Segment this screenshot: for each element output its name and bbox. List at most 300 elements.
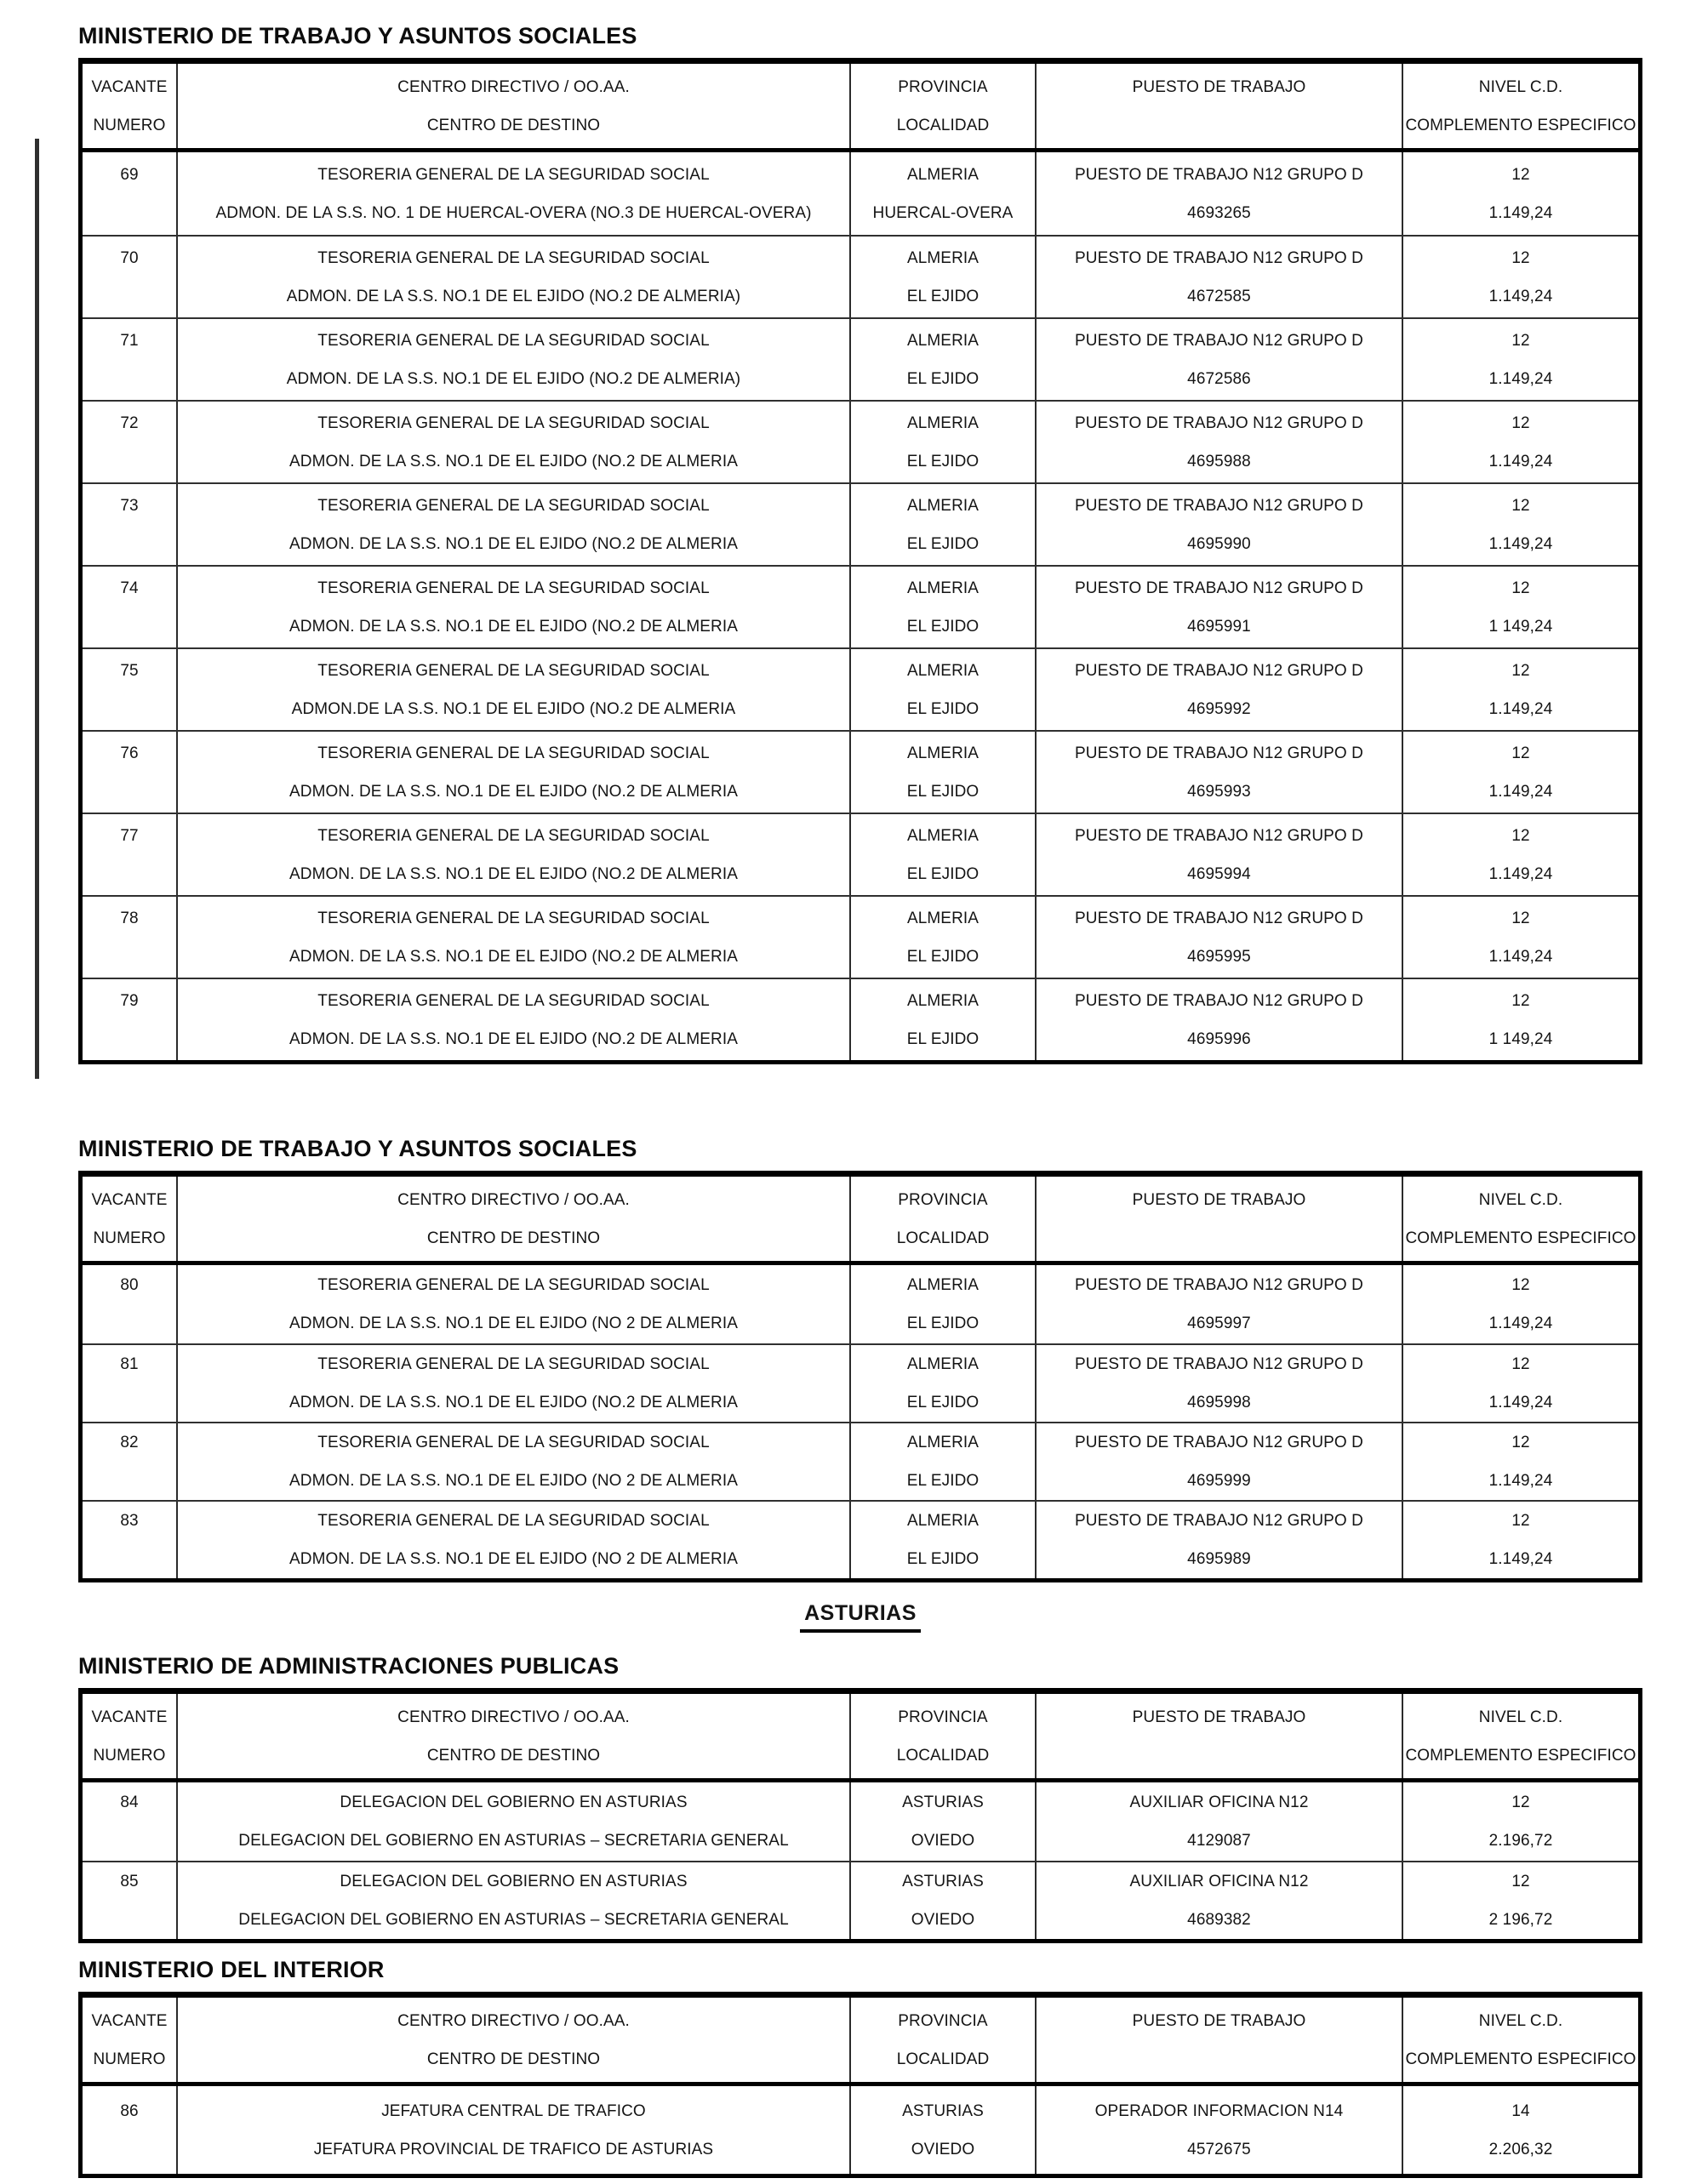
provincia: ALMERIA — [906, 661, 980, 680]
vacante-cell — [83, 649, 176, 730]
provincia: ALMERIA — [906, 496, 980, 515]
centro-cell — [176, 897, 849, 978]
puesto-codigo: 4695995 — [1187, 947, 1251, 966]
nivel: 14 — [1511, 2101, 1530, 2120]
centro-destino: ADMON. DE LA S.S. NO.1 DE EL EJIDO (NO.2 DE ALMERIA — [288, 1029, 739, 1048]
centro-cell — [176, 1502, 849, 1578]
localidad: OVIEDO — [911, 2140, 975, 2158]
ministry-heading: MINISTERIO DE TRABAJO Y ASUNTOS SOCIALES — [78, 23, 637, 48]
header-line: COMPLEMENTO ESPECIFICO — [1405, 1229, 1636, 1247]
puesto: PUESTO DE TRABAJO N12 GRUPO D — [1075, 165, 1363, 184]
localidad: EL EJIDO — [906, 452, 980, 470]
vacante-cell — [83, 979, 176, 1060]
header-vacante — [83, 64, 176, 148]
table-row — [83, 1343, 1638, 1422]
header-line: NUMERO — [93, 1229, 166, 1247]
complemento: 1.149,24 — [1488, 534, 1553, 553]
centro-destino: ADMON. DE LA S.S. NO. 1 DE HUERCAL-OVERA (NO.3 DE HUERCAL-OVERA) — [215, 203, 812, 222]
centro-directivo: TESORERIA GENERAL DE LA SEGURIDAD SOCIAL — [317, 413, 710, 432]
complemento: 1.149,24 — [1488, 1550, 1553, 1568]
provincia-cell — [849, 567, 1035, 647]
table-row — [83, 730, 1638, 813]
localidad: EL EJIDO — [906, 617, 980, 636]
header-nivel — [1402, 1998, 1638, 2082]
centro-directivo: TESORERIA GENERAL DE LA SEGURIDAD SOCIAL — [317, 165, 710, 184]
provincia: ASTURIAS — [902, 2101, 984, 2120]
table-row — [83, 565, 1638, 647]
puesto: PUESTO DE TRABAJO N12 GRUPO D — [1075, 413, 1363, 432]
centro-cell — [176, 1862, 849, 1939]
centro-directivo: TESORERIA GENERAL DE LA SEGURIDAD SOCIAL — [317, 991, 710, 1010]
provincia: ALMERIA — [906, 1434, 980, 1451]
table-row — [83, 978, 1638, 1060]
header-provincia — [849, 1177, 1035, 1261]
puesto-cell — [1035, 1423, 1402, 1500]
header-nivel — [1402, 1177, 1638, 1261]
header-line: NIVEL C.D. — [1478, 1190, 1563, 1209]
centro-cell — [176, 649, 849, 730]
header-line: NIVEL C.D. — [1478, 77, 1563, 96]
header-line: COMPLEMENTO ESPECIFICO — [1405, 1746, 1636, 1765]
vacante-cell — [83, 484, 176, 565]
vacante-value: 81 — [120, 1355, 139, 1373]
provincia-cell — [849, 1782, 1035, 1861]
header-line: CENTRO DIRECTIVO / OO.AA. — [397, 77, 630, 96]
nivel-cell — [1402, 484, 1638, 565]
ministry-section-3 — [78, 1653, 1642, 1943]
table-header-row — [83, 64, 1638, 152]
centro-destino: ADMON. DE LA S.S. NO.1 DE EL EJIDO (NO 2 DE ALMERIA — [288, 1314, 739, 1332]
centro-destino: ADMON. DE LA S.S. NO.1 DE EL EJIDO (NO 2 DE ALMERIA — [288, 1550, 739, 1568]
nivel: 12 — [1511, 165, 1530, 184]
table-row — [83, 317, 1638, 400]
vacante-value: 83 — [120, 1512, 139, 1530]
nivel-cell — [1402, 814, 1638, 895]
centro-cell — [176, 979, 849, 1060]
puesto-cell — [1035, 1502, 1402, 1578]
puesto-cell — [1035, 1265, 1402, 1343]
vacante-value: 85 — [120, 1873, 139, 1890]
nivel: 12 — [1511, 579, 1530, 597]
centro-destino: DELEGACION DEL GOBIERNO EN ASTURIAS – SECRETARIA GENERAL — [238, 1832, 789, 1850]
nivel: 12 — [1511, 1512, 1530, 1530]
header-provincia — [849, 1998, 1035, 2082]
vacante-cell — [83, 1782, 176, 1861]
header-line: PUESTO DE TRABAJO — [1132, 1708, 1306, 1726]
provincia-cell — [849, 814, 1035, 895]
puesto-cell — [1035, 319, 1402, 400]
puesto-cell — [1035, 732, 1402, 813]
header-line: VACANTE — [91, 77, 168, 96]
table-row — [83, 400, 1638, 482]
complemento: 1.149,24 — [1488, 864, 1553, 883]
puesto-cell — [1035, 1345, 1402, 1422]
provincia-cell — [849, 402, 1035, 482]
centro-cell — [176, 1345, 849, 1422]
header-centro — [176, 64, 849, 148]
puesto-cell — [1035, 237, 1402, 317]
centro-destino: ADMON. DE LA S.S. NO.1 DE EL EJIDO (NO.2 DE ALMERIA — [288, 534, 739, 553]
vacante-cell — [83, 1502, 176, 1578]
ministry-section-2 — [78, 1136, 1642, 1582]
puesto: PUESTO DE TRABAJO N12 GRUPO D — [1075, 496, 1363, 515]
header-line: LOCALIDAD — [896, 116, 990, 134]
centro-destino: ADMON. DE LA S.S. NO.1 DE EL EJIDO (NO.2 DE ALMERIA) — [286, 287, 741, 305]
puesto-codigo: 4695998 — [1187, 1394, 1251, 1411]
vacante-value: 79 — [120, 991, 139, 1010]
table-row — [83, 895, 1638, 978]
complemento: 1.149,24 — [1488, 369, 1553, 388]
puesto-cell — [1035, 402, 1402, 482]
header-line: PROVINCIA — [898, 2011, 988, 2030]
centro-directivo: TESORERIA GENERAL DE LA SEGURIDAD SOCIAL — [317, 1276, 710, 1294]
table-row — [83, 2086, 1638, 2174]
puesto-cell — [1035, 567, 1402, 647]
vacante-value: 75 — [120, 661, 139, 680]
header-line: NUMERO — [93, 1746, 166, 1765]
header-line: LOCALIDAD — [896, 1746, 990, 1765]
localidad: EL EJIDO — [906, 1550, 980, 1568]
puesto-codigo: 4672586 — [1187, 369, 1251, 388]
nivel-cell — [1402, 1502, 1638, 1578]
puesto: PUESTO DE TRABAJO N12 GRUPO D — [1075, 991, 1363, 1010]
puesto: AUXILIAR OFICINA N12 — [1129, 1793, 1309, 1811]
ministry-heading: MINISTERIO DE ADMINISTRACIONES PUBLICAS — [78, 1653, 620, 1679]
complemento: 2.196,72 — [1488, 1832, 1553, 1850]
nivel-cell — [1402, 237, 1638, 317]
nivel: 12 — [1511, 1276, 1530, 1294]
nivel-cell — [1402, 402, 1638, 482]
header-line: VACANTE — [91, 1190, 168, 1209]
header-line: CENTRO DE DESTINO — [426, 116, 601, 134]
puesto-codigo: 4695991 — [1187, 617, 1251, 636]
localidad: EL EJIDO — [906, 1314, 980, 1332]
provincia-cell — [849, 1502, 1035, 1578]
centro-directivo: DELEGACION DEL GOBIERNO EN ASTURIAS — [340, 1793, 688, 1811]
centro-destino: ADMON.DE LA S.S. NO.1 DE EL EJIDO (NO.2 DE ALMERIA — [291, 699, 736, 718]
table-row — [83, 813, 1638, 895]
nivel: 12 — [1511, 331, 1530, 350]
vacante-value: 73 — [120, 496, 139, 515]
header-centro — [176, 1177, 849, 1261]
puesto-cell — [1035, 1862, 1402, 1939]
puesto: PUESTO DE TRABAJO N12 GRUPO D — [1075, 1276, 1363, 1294]
provincia: ALMERIA — [906, 1512, 980, 1530]
header-line: CENTRO DE DESTINO — [426, 2050, 601, 2068]
puesto: PUESTO DE TRABAJO N12 GRUPO D — [1075, 826, 1363, 845]
complemento: 2 196,72 — [1488, 1911, 1553, 1929]
localidad: EL EJIDO — [906, 864, 980, 883]
provincia-cell — [849, 979, 1035, 1060]
header-puesto — [1035, 1177, 1402, 1261]
vacancies-table-3 — [78, 1688, 1642, 1943]
nivel: 12 — [1511, 909, 1530, 927]
provincia-cell — [849, 1345, 1035, 1422]
nivel: 12 — [1511, 496, 1530, 515]
puesto-codigo: 4695989 — [1187, 1550, 1251, 1568]
complemento: 1.149,24 — [1488, 287, 1553, 305]
table-header-row — [83, 1177, 1638, 1265]
vacante-cell — [83, 814, 176, 895]
header-line: NIVEL C.D. — [1478, 1708, 1563, 1726]
puesto: PUESTO DE TRABAJO N12 GRUPO D — [1075, 661, 1363, 680]
puesto: OPERADOR INFORMACION N14 — [1094, 2101, 1344, 2120]
table-row — [83, 482, 1638, 565]
centro-cell — [176, 567, 849, 647]
localidad: OVIEDO — [911, 1832, 975, 1850]
provincia: ALMERIA — [906, 1276, 980, 1294]
centro-directivo: JEFATURA CENTRAL DE TRAFICO — [381, 2101, 646, 2120]
header-line: PUESTO DE TRABAJO — [1132, 2011, 1306, 2030]
localidad: EL EJIDO — [906, 782, 980, 801]
vacante-cell — [83, 402, 176, 482]
header-line: CENTRO DE DESTINO — [426, 1746, 601, 1765]
localidad: EL EJIDO — [906, 287, 980, 305]
header-line: CENTRO DIRECTIVO / OO.AA. — [397, 1708, 630, 1726]
table-row — [83, 647, 1638, 730]
centro-directivo: TESORERIA GENERAL DE LA SEGURIDAD SOCIAL — [317, 661, 710, 680]
puesto-codigo: 4695996 — [1187, 1029, 1251, 1048]
header-line: PROVINCIA — [898, 77, 988, 96]
region-heading-text: ASTURIAS — [800, 1601, 921, 1633]
complemento: 1.149,24 — [1488, 782, 1553, 801]
complemento: 2.206,32 — [1488, 2140, 1553, 2158]
nivel: 12 — [1511, 991, 1530, 1010]
ministry-heading: MINISTERIO DEL INTERIOR — [78, 1957, 385, 1982]
header-line: COMPLEMENTO ESPECIFICO — [1405, 2050, 1636, 2068]
vacante-cell — [83, 1862, 176, 1939]
centro-directivo: TESORERIA GENERAL DE LA SEGURIDAD SOCIAL — [317, 579, 710, 597]
centro-directivo: TESORERIA GENERAL DE LA SEGURIDAD SOCIAL — [317, 248, 710, 267]
puesto: PUESTO DE TRABAJO N12 GRUPO D — [1075, 579, 1363, 597]
header-puesto — [1035, 1694, 1402, 1778]
region-heading — [78, 1601, 1642, 1633]
table-row — [83, 1500, 1638, 1578]
centro-cell — [176, 319, 849, 400]
centro-directivo: TESORERIA GENERAL DE LA SEGURIDAD SOCIAL — [317, 1434, 710, 1451]
nivel: 12 — [1511, 744, 1530, 762]
header-line: PUESTO DE TRABAJO — [1132, 77, 1306, 96]
nivel: 12 — [1511, 1793, 1530, 1811]
header-provincia — [849, 1694, 1035, 1778]
vacante-value: 71 — [120, 331, 139, 350]
header-line: PROVINCIA — [898, 1190, 988, 1209]
complemento: 1 149,24 — [1488, 617, 1553, 636]
centro-cell — [176, 732, 849, 813]
puesto: PUESTO DE TRABAJO N12 GRUPO D — [1075, 1355, 1363, 1373]
header-nivel — [1402, 64, 1638, 148]
provincia: ASTURIAS — [902, 1873, 984, 1890]
vacante-cell — [83, 319, 176, 400]
header-line: VACANTE — [91, 2011, 168, 2030]
puesto-codigo: 4695992 — [1187, 699, 1251, 718]
header-centro — [176, 1998, 849, 2082]
centro-destino: ADMON. DE LA S.S. NO.1 DE EL EJIDO (NO.2 DE ALMERIA — [288, 782, 739, 801]
centro-destino: DELEGACION DEL GOBIERNO EN ASTURIAS – SECRETARIA GENERAL — [238, 1911, 789, 1929]
puesto-cell — [1035, 649, 1402, 730]
provincia-cell — [849, 237, 1035, 317]
vacante-cell — [83, 152, 176, 235]
complemento: 1 149,24 — [1488, 1029, 1553, 1048]
puesto-codigo: 4695993 — [1187, 782, 1251, 801]
provincia-cell — [849, 1423, 1035, 1500]
vacante-cell — [83, 2086, 176, 2174]
nivel: 12 — [1511, 248, 1530, 267]
complemento: 1.149,24 — [1488, 947, 1553, 966]
complemento: 1.149,24 — [1488, 699, 1553, 718]
puesto-cell — [1035, 897, 1402, 978]
centro-cell — [176, 484, 849, 565]
vacante-value: 74 — [120, 579, 139, 597]
complemento: 1.149,24 — [1488, 452, 1553, 470]
provincia: ALMERIA — [906, 991, 980, 1010]
localidad: EL EJIDO — [906, 1394, 980, 1411]
puesto-codigo: 4672585 — [1187, 287, 1251, 305]
provincia: ALMERIA — [906, 1355, 980, 1373]
nivel-cell — [1402, 152, 1638, 235]
centro-directivo: TESORERIA GENERAL DE LA SEGURIDAD SOCIAL — [317, 331, 710, 350]
header-line: CENTRO DIRECTIVO / OO.AA. — [397, 2011, 630, 2030]
vacante-value: 77 — [120, 826, 139, 845]
header-vacante — [83, 1998, 176, 2082]
header-line: CENTRO DIRECTIVO / OO.AA. — [397, 1190, 630, 1209]
table-row — [83, 1861, 1638, 1939]
header-line: NUMERO — [93, 116, 166, 134]
centro-cell — [176, 237, 849, 317]
nivel-cell — [1402, 649, 1638, 730]
vacante-value: 80 — [120, 1276, 139, 1294]
header-line: CENTRO DE DESTINO — [426, 1229, 601, 1247]
puesto-codigo: 4695990 — [1187, 534, 1251, 553]
provincia: ALMERIA — [906, 579, 980, 597]
table-row — [83, 235, 1638, 317]
header-vacante — [83, 1177, 176, 1261]
provincia-cell — [849, 152, 1035, 235]
centro-cell — [176, 1265, 849, 1343]
vacante-value: 78 — [120, 909, 139, 927]
provincia-cell — [849, 319, 1035, 400]
scan-artifact-bar — [35, 139, 39, 1079]
nivel: 12 — [1511, 413, 1530, 432]
ministry-section-1 — [78, 23, 1642, 1064]
nivel: 12 — [1511, 1873, 1530, 1890]
localidad: EL EJIDO — [906, 699, 980, 718]
provincia-cell — [849, 2086, 1035, 2174]
header-line: PUESTO DE TRABAJO — [1132, 1190, 1306, 1209]
vacante-value: 86 — [120, 2101, 139, 2120]
nivel-cell — [1402, 979, 1638, 1060]
puesto-codigo: 4693265 — [1187, 203, 1251, 222]
header-line: NIVEL C.D. — [1478, 2011, 1563, 2030]
puesto: AUXILIAR OFICINA N12 — [1129, 1873, 1309, 1890]
localidad: OVIEDO — [911, 1911, 975, 1929]
centro-cell — [176, 152, 849, 235]
header-line: PROVINCIA — [898, 1708, 988, 1726]
table-header-row — [83, 1998, 1638, 2086]
complemento: 1.149,24 — [1488, 203, 1553, 222]
header-line: LOCALIDAD — [896, 2050, 990, 2068]
vacante-cell — [83, 237, 176, 317]
puesto-cell — [1035, 484, 1402, 565]
puesto-codigo: 4689382 — [1187, 1911, 1251, 1929]
provincia-cell — [849, 484, 1035, 565]
vacante-cell — [83, 897, 176, 978]
localidad: EL EJIDO — [906, 947, 980, 966]
vacante-value: 84 — [120, 1793, 139, 1811]
puesto: PUESTO DE TRABAJO N12 GRUPO D — [1075, 909, 1363, 927]
centro-directivo: TESORERIA GENERAL DE LA SEGURIDAD SOCIAL — [317, 826, 710, 845]
header-line: VACANTE — [91, 1708, 168, 1726]
header-provincia — [849, 64, 1035, 148]
table-row — [83, 1265, 1638, 1343]
puesto-cell — [1035, 152, 1402, 235]
centro-directivo: TESORERIA GENERAL DE LA SEGURIDAD SOCIAL — [317, 744, 710, 762]
header-centro — [176, 1694, 849, 1778]
vacante-cell — [83, 1423, 176, 1500]
table-row — [83, 1782, 1638, 1861]
provincia: ALMERIA — [906, 413, 980, 432]
puesto: PUESTO DE TRABAJO N12 GRUPO D — [1075, 744, 1363, 762]
nivel-cell — [1402, 567, 1638, 647]
provincia-cell — [849, 732, 1035, 813]
vacante-value: 72 — [120, 413, 139, 432]
puesto-codigo: 4695988 — [1187, 452, 1251, 470]
centro-directivo: TESORERIA GENERAL DE LA SEGURIDAD SOCIAL — [317, 1355, 710, 1373]
vacante-cell — [83, 1265, 176, 1343]
provincia: ALMERIA — [906, 248, 980, 267]
provincia-cell — [849, 1265, 1035, 1343]
nivel-cell — [1402, 732, 1638, 813]
centro-destino: ADMON. DE LA S.S. NO.1 DE EL EJIDO (NO.2 DE ALMERIA — [288, 864, 739, 883]
vacante-cell — [83, 1345, 176, 1422]
centro-cell — [176, 402, 849, 482]
vacancies-table-2 — [78, 1171, 1642, 1582]
nivel-cell — [1402, 1782, 1638, 1861]
centro-directivo: TESORERIA GENERAL DE LA SEGURIDAD SOCIAL — [317, 496, 710, 515]
provincia: ASTURIAS — [902, 1793, 984, 1811]
ministry-heading: MINISTERIO DE TRABAJO Y ASUNTOS SOCIALES — [78, 1136, 637, 1161]
puesto-cell — [1035, 1782, 1402, 1861]
localidad: EL EJIDO — [906, 1029, 980, 1048]
provincia-cell — [849, 1862, 1035, 1939]
header-vacante — [83, 1694, 176, 1778]
nivel-cell — [1402, 2086, 1638, 2174]
table-row — [83, 152, 1638, 235]
puesto: PUESTO DE TRABAJO N12 GRUPO D — [1075, 1512, 1363, 1530]
complemento: 1.149,24 — [1488, 1394, 1553, 1411]
centro-directivo: DELEGACION DEL GOBIERNO EN ASTURIAS — [340, 1873, 688, 1890]
nivel: 12 — [1511, 1434, 1530, 1451]
centro-destino: ADMON. DE LA S.S. NO.1 DE EL EJIDO (NO.2 DE ALMERIA) — [286, 369, 741, 388]
localidad: EL EJIDO — [906, 369, 980, 388]
centro-destino: JEFATURA PROVINCIAL DE TRAFICO DE ASTURIAS — [313, 2140, 714, 2158]
puesto-codigo: 4572675 — [1187, 2140, 1251, 2158]
nivel-cell — [1402, 1423, 1638, 1500]
provincia: ALMERIA — [906, 909, 980, 927]
puesto: PUESTO DE TRABAJO N12 GRUPO D — [1075, 1434, 1363, 1451]
vacante-value: 70 — [120, 248, 139, 267]
vacante-value: 69 — [120, 165, 139, 184]
puesto-codigo: 4695997 — [1187, 1314, 1251, 1332]
header-puesto — [1035, 64, 1402, 148]
table-row — [83, 1422, 1638, 1500]
puesto: PUESTO DE TRABAJO N12 GRUPO D — [1075, 331, 1363, 350]
vacante-value: 82 — [120, 1434, 139, 1451]
complemento: 1.149,24 — [1488, 1314, 1553, 1332]
centro-cell — [176, 814, 849, 895]
localidad: EL EJIDO — [906, 1472, 980, 1490]
vacancies-table-1 — [78, 58, 1642, 1064]
